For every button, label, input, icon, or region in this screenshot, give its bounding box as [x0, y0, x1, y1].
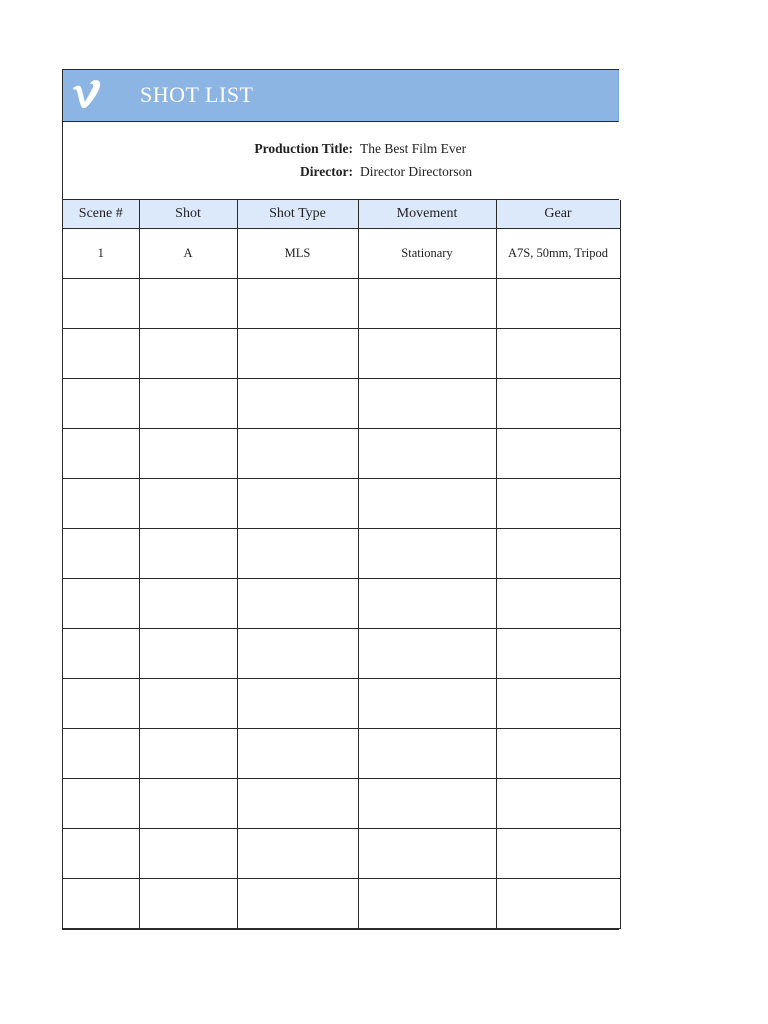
production-title-value[interactable]: The Best Film Ever [360, 141, 467, 156]
movement-cell[interactable] [358, 729, 496, 779]
column-header-gear: Gear [496, 200, 620, 229]
scene-cell[interactable] [63, 729, 139, 779]
table-row [63, 529, 620, 579]
scene-cell[interactable] [63, 279, 139, 329]
scene-cell[interactable] [63, 479, 139, 529]
movement-cell[interactable]: Stationary [358, 229, 496, 279]
scene-cell[interactable] [63, 879, 139, 929]
shot-type-cell[interactable] [237, 279, 358, 329]
shot-cell[interactable] [139, 479, 237, 529]
table-row [63, 579, 620, 629]
table-row [63, 279, 620, 329]
column-header-shot: Shot [139, 200, 237, 229]
table-row [63, 379, 620, 429]
shot-type-cell[interactable] [237, 579, 358, 629]
shot-cell[interactable] [139, 279, 237, 329]
production-title-label: Production Title: [254, 141, 353, 156]
director-value[interactable]: Director Directorson [360, 164, 473, 179]
movement-cell[interactable] [358, 879, 496, 929]
table-body [63, 229, 620, 929]
gear-cell[interactable] [496, 429, 620, 479]
movement-cell[interactable] [358, 579, 496, 629]
scene-cell[interactable] [63, 429, 139, 479]
table-row [63, 429, 620, 479]
shot-type-cell[interactable]: MLS [237, 229, 358, 279]
table-row [63, 479, 620, 529]
gear-cell[interactable] [496, 829, 620, 879]
scene-cell[interactable] [63, 579, 139, 629]
gear-cell[interactable] [496, 279, 620, 329]
gear-cell[interactable] [496, 629, 620, 679]
shot-type-cell[interactable] [237, 329, 358, 379]
shot-type-cell[interactable] [237, 679, 358, 729]
movement-cell[interactable] [358, 379, 496, 429]
gear-cell[interactable] [496, 379, 620, 429]
shot-type-cell[interactable] [237, 779, 358, 829]
director-label: Director: [300, 164, 353, 179]
gear-cell[interactable] [496, 729, 620, 779]
movement-cell[interactable] [358, 329, 496, 379]
movement-cell[interactable] [358, 279, 496, 329]
shot-list-sheet [62, 69, 619, 930]
movement-cell[interactable] [358, 779, 496, 829]
gear-cell[interactable] [496, 479, 620, 529]
scene-cell[interactable] [63, 379, 139, 429]
scene-cell[interactable] [63, 779, 139, 829]
gear-cell[interactable] [496, 879, 620, 929]
table-row [63, 679, 620, 729]
page-title: SHOT LIST [140, 82, 254, 107]
shot-cell[interactable] [139, 329, 237, 379]
shot-cell[interactable] [139, 379, 237, 429]
movement-cell[interactable] [358, 429, 496, 479]
shot-cell[interactable] [139, 729, 237, 779]
table-row [63, 729, 620, 779]
movement-cell[interactable] [358, 679, 496, 729]
shot-cell[interactable] [139, 879, 237, 929]
table-row [63, 629, 620, 679]
shot-type-cell[interactable] [237, 829, 358, 879]
shot-cell[interactable] [139, 529, 237, 579]
shot-type-cell[interactable] [237, 729, 358, 779]
gear-cell[interactable] [496, 579, 620, 629]
shot-cell[interactable]: A [139, 229, 237, 279]
table-row [63, 829, 620, 879]
movement-cell[interactable] [358, 479, 496, 529]
shot-cell[interactable] [139, 779, 237, 829]
shot-type-cell[interactable] [237, 479, 358, 529]
shot-cell[interactable] [139, 429, 237, 479]
gear-cell[interactable] [496, 679, 620, 729]
header-banner [63, 70, 619, 122]
shot-type-cell[interactable] [237, 629, 358, 679]
shot-type-cell[interactable] [237, 379, 358, 429]
scene-cell[interactable] [63, 679, 139, 729]
shot-table [63, 200, 621, 929]
movement-cell[interactable] [358, 629, 496, 679]
table-header-row [63, 200, 620, 229]
shot-cell[interactable] [139, 829, 237, 879]
gear-cell[interactable] [496, 329, 620, 379]
production-info [63, 122, 619, 200]
shot-type-cell[interactable] [237, 429, 358, 479]
gear-cell[interactable] [496, 529, 620, 579]
scene-cell[interactable] [63, 629, 139, 679]
shot-cell[interactable] [139, 679, 237, 729]
column-header-movement: Movement [358, 200, 496, 229]
table-row [63, 779, 620, 829]
movement-cell[interactable] [358, 829, 496, 879]
table-row [63, 229, 620, 279]
gear-cell[interactable] [496, 779, 620, 829]
shot-type-cell[interactable] [237, 879, 358, 929]
vimeo-logo-icon [70, 78, 104, 112]
gear-cell[interactable]: A7S, 50mm, Tripod [496, 229, 620, 279]
table-row [63, 329, 620, 379]
scene-cell[interactable] [63, 529, 139, 579]
scene-cell[interactable] [63, 829, 139, 879]
shot-type-cell[interactable] [237, 529, 358, 579]
table-row [63, 879, 620, 929]
scene-cell[interactable] [63, 329, 139, 379]
shot-cell[interactable] [139, 579, 237, 629]
movement-cell[interactable] [358, 529, 496, 579]
column-header-scene: Scene # [63, 200, 139, 229]
scene-cell[interactable]: 1 [63, 229, 139, 279]
column-header-shot-type: Shot Type [237, 200, 358, 229]
shot-cell[interactable] [139, 629, 237, 679]
